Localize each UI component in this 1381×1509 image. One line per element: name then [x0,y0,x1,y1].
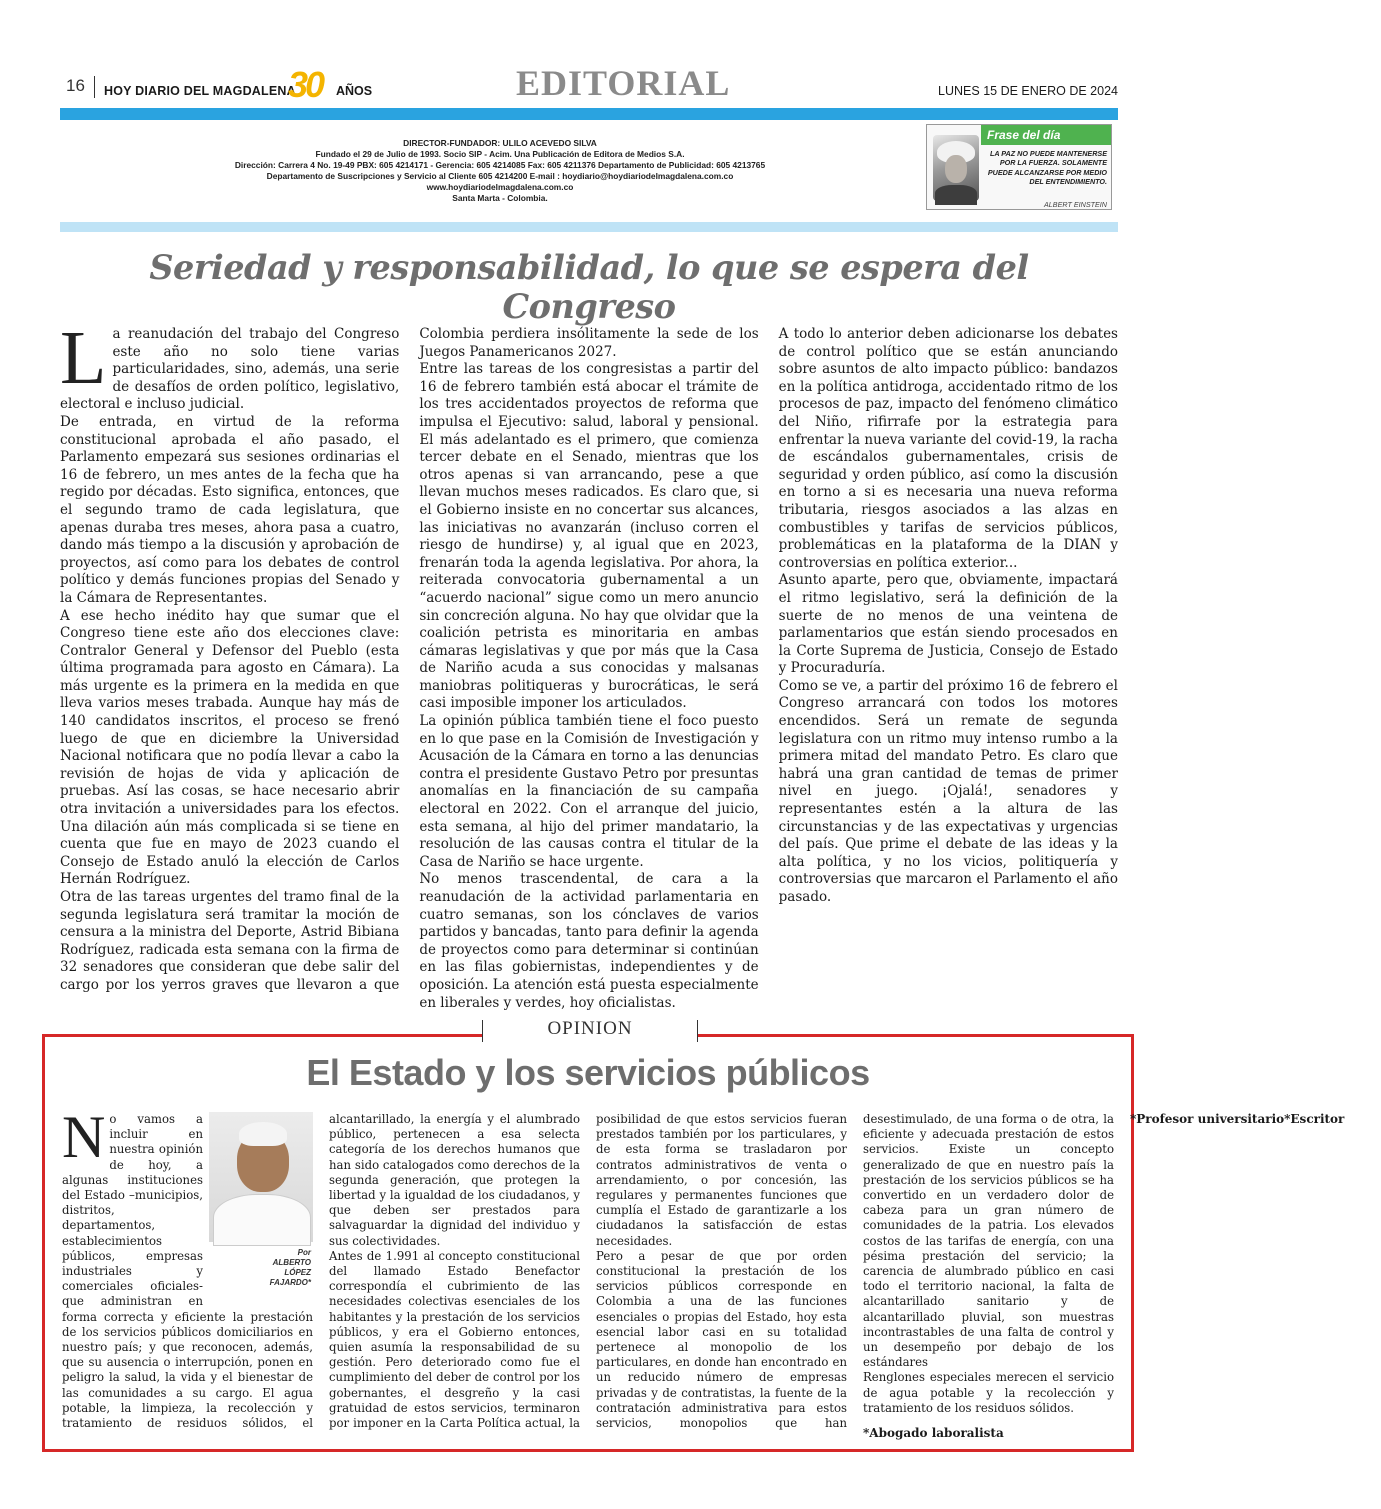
anniversary-logo: 30 [288,64,323,105]
paragraph: Como se ve, a partir del próximo 16 de febrero el Congreso arrancará con todos los motores encendidos. Será un remate de segunda legislatura con un ritmo muy intenso rumbo a la primera mitad del mandato Petro. Es claro que habrá una gran cantidad de temas de primer nivel en juego. ¡Ojalá!, senadores y representantes estén a la altura de las circunstancias y de las expectativas y urgencias del país. Que prime el debate de las ideas y la alta política, y no los vicios, politiquería y controversias que marcaron el Parlamento el año pasado. [778,677,1118,905]
author-photo [209,1112,313,1242]
paragraph: A ese hecho inédito hay que sumar que el Congreso tiene este año dos elecciones clave: Contralor General y Defensor del Pueblo (esta última programada para agosto en Cámara). La más urgente es la primera en la medida en que lleva varios meses trabada. Aunque hay más de 140 candidatos inscritos, el proceso se frenó luego de que en diciembre la Universidad Nacional notificara que no podía llevar a cabo la revisión de hojas de vida y aplicación de pruebas. Así las cosas, se hace necesario abrir otra invitación a universidades para los efectos. Una dilación aún más complicada si se tiene en cuenta que fue en mayo de 2023 cuando el Consejo de Estado anuló la elección de Carlos Hernán Rodríguez. [60,607,400,888]
credits-rule [60,222,1118,232]
paragraph: Antes de 1.991 al concepto constitucional del llamado Estado Benefactor correspondía el cubrimiento de las necesidades colectivas esenciales de los habitantes y la prestación de los servicios públicos, y era el Gobierno entonces, quien asumía la responsabilidad de su gestión. Pero deteriorado como fue el cumplimiento del deber de control por los gobernantes, el desgreño y la casi gratuidad de estos servicios, terminaron por imponer en la Carta Política actual, la posibilidad de que estos servicios fueran prestados también por los particulares, y de esta forma se trasladaron por contratos administrativos de venta o arrendamiento, o por concesión, las regulares y permanentes funciones que cumplía el Estado de garantizarle a los ciudadanos la satisfacción de estas necesidades. [329,1112,847,1431]
credits-director: DIRECTOR-FUNDADOR: ULILO ACEVEDO SILVA [403,138,597,148]
paragraph: No vamos a incluir en nuestra opinión de hoy, a algunas instituciones del Estado –municipios, distritos, departamentos, establecimientos públicos, empresas industriales y comerciales oficiales- que administran en forma correcta y eficiente la prestación de los servicios públicos domiciliarios en nuestro país; y que reconocen, además, que su ausencia o interrupción, ponen en peligro la salud, la vida y el bienestar de las comunidades a su cargo. El agua potable, la limpieza, la recolección y tratamiento de residuos sólidos, el alcantarillado, la energía y el alumbrado público, pertenecen a esa selecta categoría de los derechos humanos que han sido catalogados como derechos de la segunda generación, que protegen la libertad y la igualdad de los ciudadanos, y que deben ser prestados para salvaguardar la dignidad del individuo y sus colectividades. [62,1104,580,1431]
editorial-body [60,316,1118,1021]
quote-author: ALBERT EINSTEIN [1044,200,1107,209]
opinion-label: OPINION [482,1018,698,1044]
paragraph: A todo lo anterior deben adicionarse los debates de control político que se están anunciando sobre asuntos de alto impacto público: bandazos en la política antidroga, accidentado ritmo de los procesos de paz, impacto del fenómeno climático del Niño, rifirrafe por la estrategia para enfrentar la nueva variante del covid-19, la racha de escándalos gubernamentales, crisis de seguridad y orden público, así como la discusión en torno a si es necesaria una nueva reforma tributaria, riesgos asociados a las alzas en combustibles y tarifas de servicios públicos, problemáticas en la plataforma de la DIAN y controversias en política exterior... [778,326,1118,571]
credits-founded: Fundado el 29 de Julio de 1993. Socio SIP - Acim. Una Publicación de Editora de Medios S.A. [315,149,685,159]
credits-address: Dirección: Carrera 4 No. 19-49 PBX: 605 4214171 - Gerencia: 605 4214085 Fax: 605 4211376 Departamento de Publicidad: 605 4213765 [234,160,766,170]
anniversary-word: AÑOS [336,84,373,98]
section-title: EDITORIAL [516,63,731,103]
editorial-title: Seriedad y responsabilidad, lo que se espera del Congreso [149,248,1029,326]
paragraph: La reanudación del trabajo del Congreso este año no solo tiene varias particularidades, sino, además, una serie de desafíos de orden político, legislativo, electoral e incluso judicial. [60,316,400,413]
paragraph: No menos trascendental, de cara a la reanudación de la actividad parlamentaria en cuatro semanas, son los cónclaves de varios partidos y bancadas, tanto para definir la agenda de proyectos como para determinar si continúan en las filas gobiernistas, independientes y de oposición. La atención está puesta especialmente en liberales y verdes, hoy oficialistas. [419,871,759,1011]
issue-date: LUNES 15 DE ENERO DE 2024 [938,84,1118,98]
paragraph: Otra de las tareas urgentes del tramo final de la segunda legislatura será tramitar la moción de censura a la ministra del Deporte, Astrid Bibiana Rodríguez, radicada esta semana con la firma de 32 senadores que consideran que debe salir del cargo por los yerros graves que llevaron a que Colombia perdiera insólitamente la sede de los Juegos Panamericanos 2027. [60,326,759,993]
credits-contact: Departamento de Suscripciones y Servicio al Cliente 605 4214200 E-mail : hoydiario@hoydiariodelmagdalena.com.co [266,171,734,181]
masthead [60,62,1118,110]
header-rule [60,108,1118,120]
author-byline: Por ALBERTO LÓPEZ FAJARDO* [269,1248,311,1287]
dropcap: N [62,1104,106,1170]
opinion-body [62,1104,1345,1444]
newspaper-name: HOY DIARIO DEL MAGDALENA [104,84,296,98]
divider [94,76,95,98]
paragraph: La opinión pública también tiene el foco puesto en lo que pase en la Comisión de Investigación y Acusación de la Cámara en torno a las denuncias contra el presidente Gustavo Petro por presuntas anomalías en la financiación de su campaña electoral en 2022. Con el arranque del juicio, esta semana, al hijo del primer mandatario, la resolución de las causas contra el titular de la Casa de Nariño se hace urgente. [419,713,759,870]
paragraph: Pero a pesar de que por orden constitucional la prestación de los servicios públicos corresponde en Colombia a una de las funciones esenciales o propias del Estado, hoy esta esencial labor casi en su totalidad pertenece al monopolio de los particulares, en donde han encontrado en un reducido número de empresas privadas y de contratistas, la fuente de la contratación administrativa para estos servicios, monopolios que han desestimulado, de una forma o de otra, la eficiente y adecuada prestación de estos servicios. Existe un concepto generalizado de que en nuestro país la prestación de los servicios públicos se ha convertido en un verdadero dolor de cabeza para un gran número de comunidades de la patria. Los elevados costos de las tarifas de energía, con una pésima prestación del servicio; la carencia de alumbrado público en casi todo el territorio nacional, la falta de alcantarillado sanitario y de alcantarillado pluvial, son muestras incontrastables de una falta de control y un desempeño por debajo de los estándares [596,1112,1114,1431]
credits-city: Santa Marta - Colombia. [452,193,548,203]
quote-of-the-day [926,124,1112,210]
paragraph: De entrada, en virtud de la reforma constitucional aprobada el año pasado, el Parlamento empezará sus sesiones ordinarias el 16 de febrero, un mes antes de la fecha que ha regido por décadas. Esto significa, entonces, que el segundo tramo de cada legislatura, que apenas duraba tres meses, ahora pasa a cuatro, dando más tiempo a la discusión y aprobación de proyectos, así como para los debates de control político y demás funciones propias del Senado y la Cámara de Representantes. [60,413,400,606]
paragraph: Renglones especiales merecen el servicio de agua potable y la recolección y tratamiento de los residuos sólidos. [863,1370,1114,1415]
paragraph: Asunto aparte, pero que, obviamente, impactará el ritmo legislativo, será la definición de la suerte de no menos de una veintena de parlamentarios que están siendo procesados en la Corte Suprema de Justicia, Consejo de Estado y Procuraduría. [778,572,1118,677]
author-card [209,1112,313,1298]
dropcap: L [60,316,107,400]
author-signature: *Abogado laboralista *Profesor universitario*Escritor [863,1112,1345,1441]
page-number: 16 [66,76,85,95]
credits-website[interactable]: www.hoydiariodelmagdalena.com.co [426,182,574,192]
paragraph: Entre las tareas de los congresistas a partir del 16 de febrero también está abocar el trámite de los tres accidentados proyectos de reforma que impulsa el Ejecutivo: salud, laboral y pensional. El más adelantado es el primero, que comienza tercer debate en el Senado, mientras que los otros apenas si van arrancando, pese a que llevan muchos meses radicados. Es claro que, si el Gobierno insiste en no concertar sus alcances, las iniciativas no avanzarán (incluso corren el riesgo de hundirse) y, al igual que en 2023, frenarán toda la agenda legislativa. Por ahora, la reiterada convocatoria gubernamental a un “acuerdo nacional” sigue como un mero anuncio sin concreción alguna. No hay que olvidar que la coalición petrista es minoritaria en ambas cámaras legislativas y que por más que la Casa de Nariño acuda a sus conocidas y malsanas maniobras politiqueras y burocráticas, le será casi imposible imponer los articulados. [419,361,759,712]
credits-block [100,138,900,204]
einstein-portrait [933,135,979,201]
quote-text: LA PAZ NO PUEDE MANTENERSE POR LA FUERZA. SOLAMENTE PUEDE ALCANZARSE POR MEDIO DEL ENTENDIMIENTO. [987,149,1107,187]
opinion-title: El Estado y los servicios públicos [306,1052,870,1093]
quote-heading: Frase del día [981,125,1111,145]
